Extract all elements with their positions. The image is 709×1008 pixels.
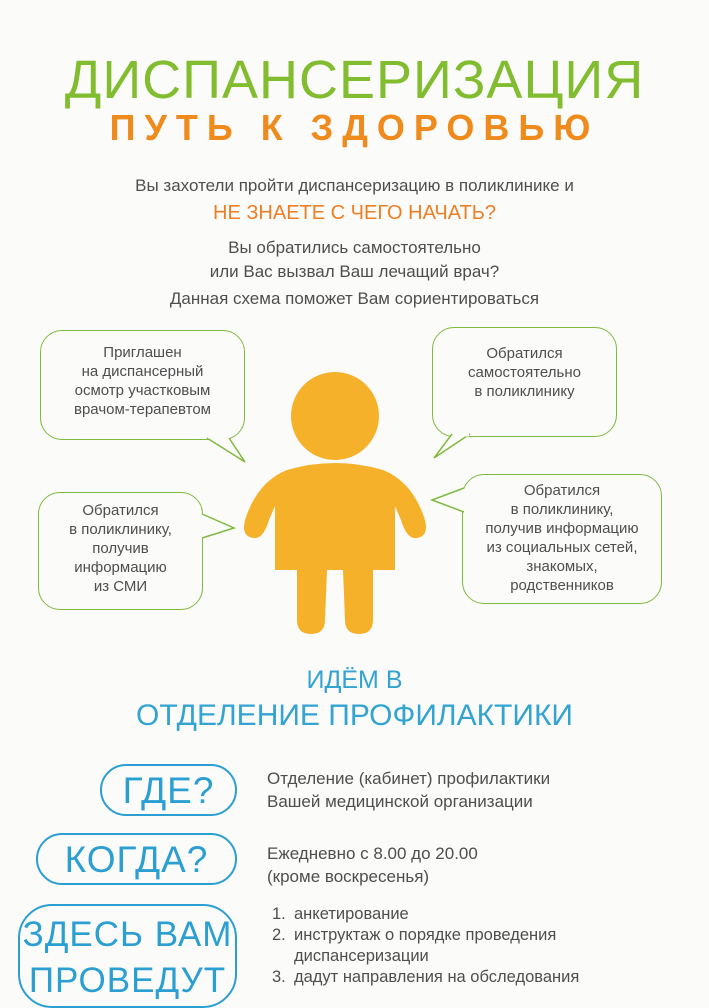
bubble-self <box>432 327 617 437</box>
where-line-2: Вашей медицинской организации <box>267 792 533 811</box>
bubble-media-text: Обратился в поликлинику, получив информацию из СМИ <box>69 502 172 595</box>
list-item-text: инструктаж о порядке проведения диспансеризации <box>294 926 557 965</box>
bubble-social <box>462 474 662 604</box>
list-item <box>272 925 692 967</box>
list-item <box>272 904 692 925</box>
intro-line-4: Данная схема поможет Вам сориентироваться <box>169 289 540 308</box>
bubble-invited <box>40 330 245 440</box>
list-item-text: дадут направления на обследования <box>294 968 580 986</box>
intro-line-2: Вы обратились самостоятельно <box>228 238 481 257</box>
when-line-2: (кроме воскресенья) <box>267 867 430 886</box>
bubble-social-text: Обратился в поликлинику, получив информацию из социальных сетей, знакомых, родственников <box>485 482 639 594</box>
where-label-text: ГДЕ? <box>122 770 215 811</box>
list-item-number: 3. <box>272 968 286 986</box>
intro-line-3: или Вас вызвал Ваш лечащий врач? <box>209 262 500 281</box>
person-icon <box>235 370 435 640</box>
list-item-number: 2. <box>272 926 286 944</box>
list-item-text: анкетирование <box>294 905 409 923</box>
intro-line-1: Вы захотели пройти диспансеризацию в поликлинике и <box>135 176 574 195</box>
bubble-self-tail <box>430 430 480 462</box>
list-item-number: 1. <box>272 905 286 923</box>
bubble-media-tail <box>198 506 238 546</box>
bubble-self-text: Обратился самостоятельно в поликлинику <box>468 345 581 400</box>
page-subtitle: ПУТЬ К ЗДОРОВЬЮ <box>109 107 600 148</box>
page-title: ДИСПАНСЕРИЗАЦИЯ <box>64 50 645 110</box>
destination-line-1: ИДЁМ В <box>306 666 403 694</box>
destination-line-2: ОТДЕЛЕНИЕ ПРОФИЛАКТИКИ <box>136 699 573 732</box>
bubble-media <box>38 492 203 610</box>
where-label <box>100 764 237 816</box>
what-label-line-1: ЗДЕСЬ ВАМ <box>22 915 233 954</box>
what-label-line-2: ПРОВЕДУТ <box>28 961 227 1000</box>
where-line-1: Отделение (кабинет) профилактики <box>267 769 551 788</box>
what-label <box>18 904 237 1008</box>
list-item <box>272 967 692 988</box>
services-list <box>272 904 692 988</box>
when-label-text: КОГДА? <box>64 839 209 880</box>
intro-accent: НЕ ЗНАЕТЕ С ЧЕГО НАЧАТЬ? <box>213 202 496 224</box>
bubble-invited-text: Приглашен на диспансерный осмотр участковым врачом-терапевтом <box>74 344 211 418</box>
when-label <box>36 833 237 885</box>
when-line-1: Ежедневно с 8.00 до 20.00 <box>267 844 478 863</box>
